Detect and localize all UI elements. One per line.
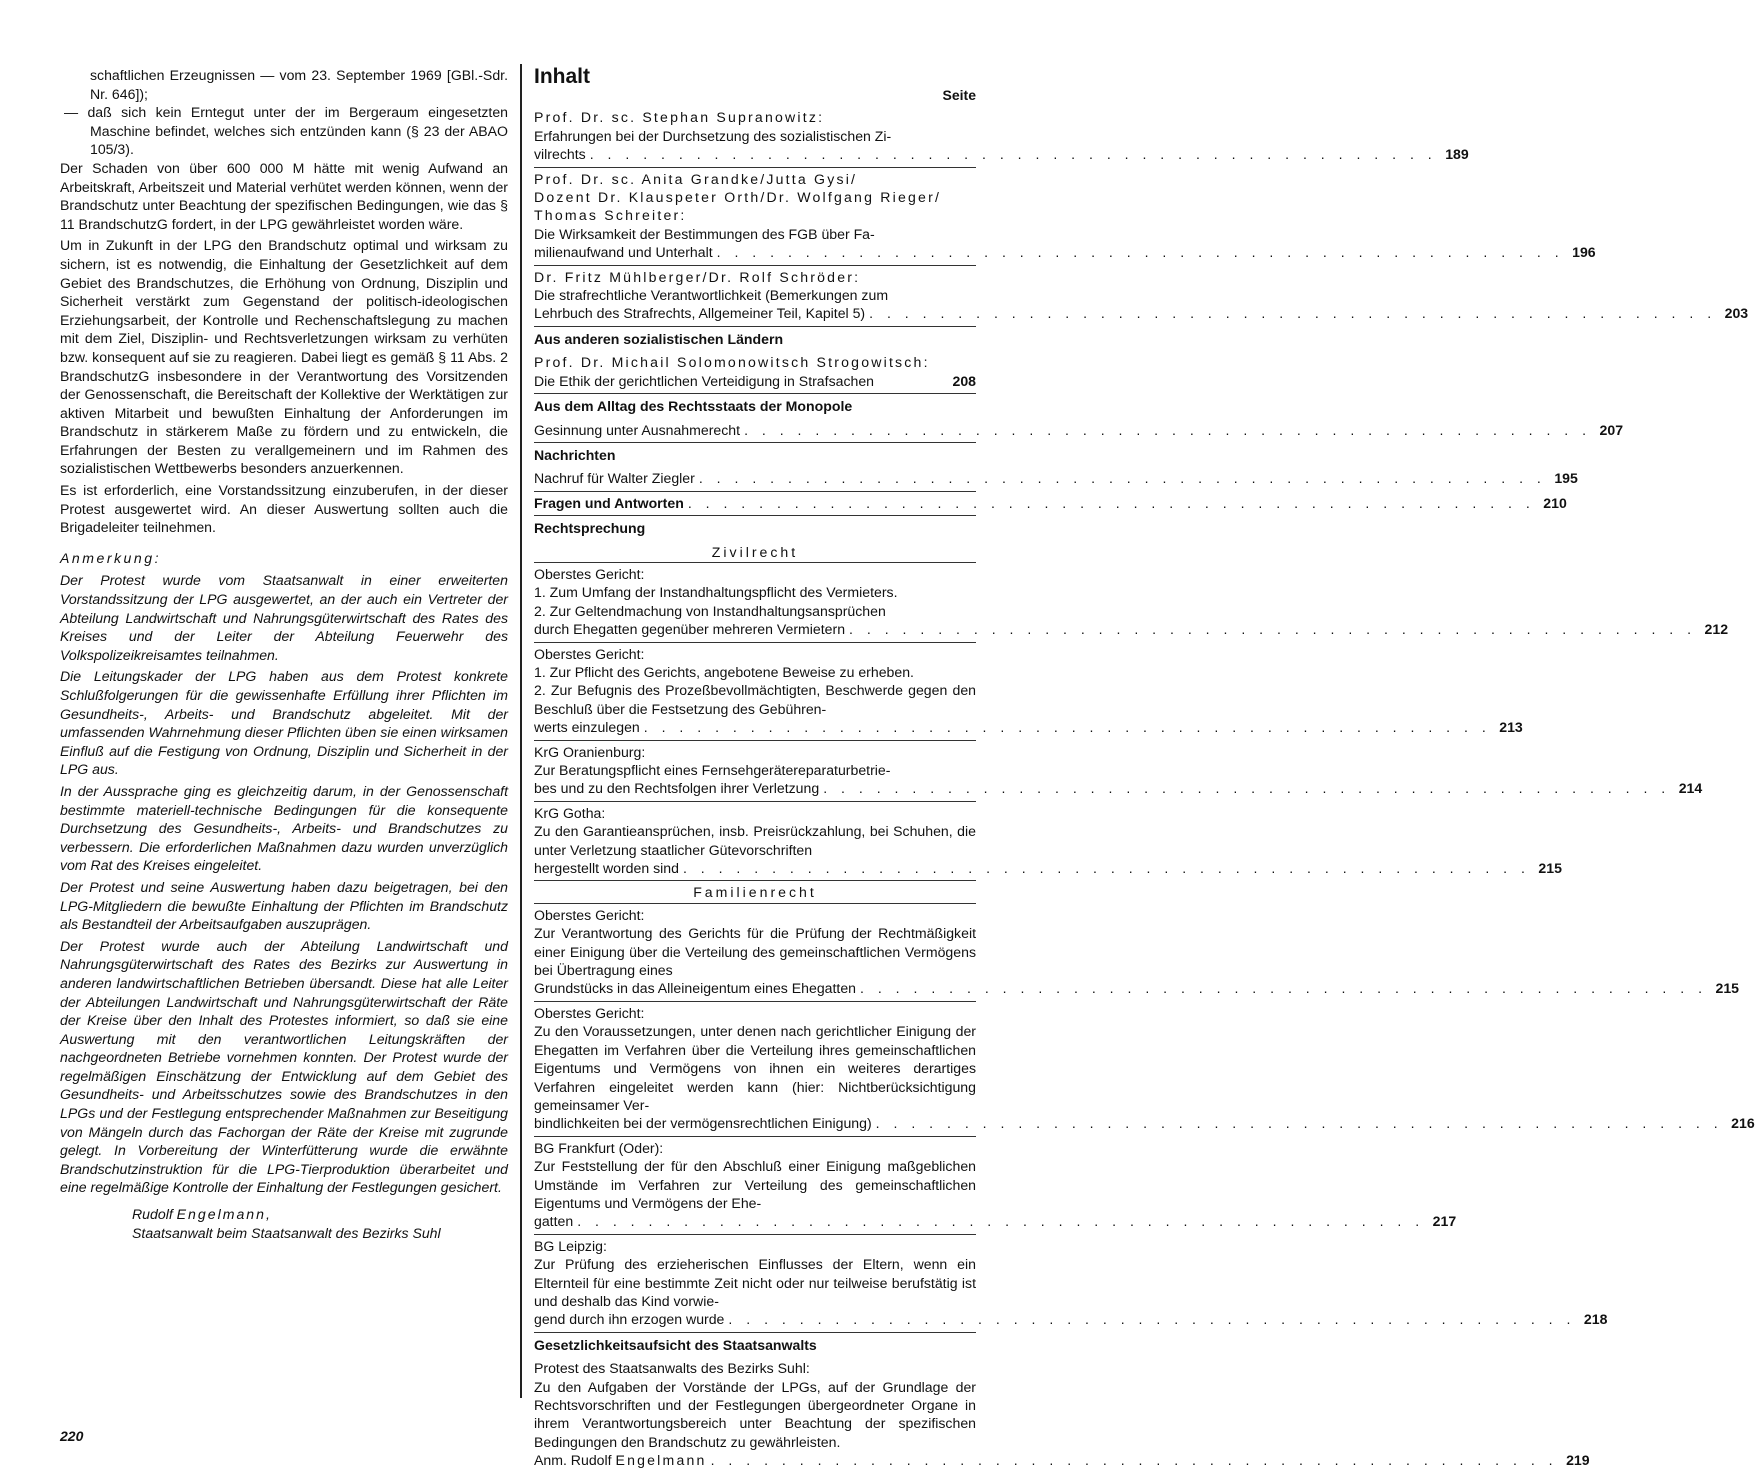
- toc-page: 208: [952, 372, 976, 389]
- toc-text: Grundstücks in das Alleineigentum eines Ehegatten: [534, 980, 857, 997]
- toc-court: Oberstes Gericht:: [534, 906, 645, 923]
- toc-text: Zu den Voraussetzungen, unter denen nach gerichtlicher Einigung der Ehegatten im Verfahren über die Verteilung ihres gemeinschaftlichen Eigentums und Vermögens von ihnen ein weiteres derartiges Verfahren eingeleitet werden kann (hier: Nichtberücksichtigung gemeinsamer Ver-: [534, 1023, 976, 1113]
- toc-page: 213: [1499, 719, 1523, 736]
- toc-entry: [534, 1002, 1755, 1137]
- toc-entry: [534, 351, 976, 394]
- toc-author: Prof. Dr. Michail Solomonowitsch Strogowitsch:: [534, 354, 930, 371]
- toc-last-line: [534, 304, 1749, 322]
- toc-text: Protest des Staatsanwalts des Bezirks Suhl:: [534, 1360, 810, 1377]
- leader-dots: . . . . . . . . . . . . . . . . . . . . . . . . . . . . . . . . . . . . . . . . . . . . . . . .: [710, 1452, 1558, 1469]
- toc-page: 203: [1724, 305, 1749, 322]
- toc-text: Zur Verantwortung des Gerichts für die Prüfung der Rechtmäßigkeit einer Einigung über die Verteilung des gemeinschaftlichen Vermögens bei Übertragung eines: [534, 925, 976, 979]
- toc-text: 1. Zur Pflicht des Gerichts, angebotene Beweise zu erheben.: [534, 663, 914, 680]
- toc-text: gend durch ihn erzogen wurde: [534, 1311, 725, 1328]
- toc-entry: [534, 106, 1469, 167]
- toc-text: gatten: [534, 1213, 574, 1230]
- toc-text: milienaufwand und Unterhalt: [534, 244, 713, 261]
- toc-page: 215: [1715, 980, 1740, 997]
- toc-entry: [534, 1357, 1590, 1472]
- toc-court: Oberstes Gericht:: [534, 1004, 645, 1021]
- toc-title: Inhalt: [534, 65, 590, 88]
- leader-dots: . . . . . . . . . . . . . . . . . . . . . . . . . . . . . . . . . . . . . . . . . . . . . . . .: [698, 470, 1546, 487]
- toc-entry: [534, 168, 1596, 266]
- column-divider: [520, 64, 522, 1398]
- signature-last-name: Engelmann,: [176, 1206, 272, 1223]
- toc-page: 215: [1538, 860, 1562, 877]
- toc-text: Anm. Rudolf: [534, 1452, 616, 1469]
- toc-last-line: [534, 620, 1729, 638]
- toc-last-line: [534, 1114, 1755, 1132]
- toc-section-heading: Nachrichten: [534, 446, 616, 463]
- toc-court: Oberstes Gericht:: [534, 565, 645, 582]
- toc-last-line: [534, 494, 1567, 512]
- toc-entry: [534, 1235, 1608, 1333]
- toc-section-heading: Rechtsprechung: [534, 520, 646, 537]
- toc-entry: [534, 643, 1523, 741]
- toc-text: Zu den Garantieansprüchen, insb. Preisrückzahlung, bei Schuhen, die unter Verletzung staatlicher Gütevorschriften: [534, 823, 976, 858]
- signature-title: Staatsanwalt beim Staatsanwalt des Bezirks Suhl: [132, 1224, 441, 1241]
- toc-last-line: [534, 718, 1523, 736]
- toc-text: Die Wirksamkeit der Bestimmungen des FGB über Fa-: [534, 225, 875, 242]
- note-paragraph: Der Protest wurde auch der Abteilung Landwirtschaft und Nahrungsgüterwirtschaft des Rates des Bezirks zur Auswertung in anderen landwirtschaftlichen Betrieben übersandt. Diese hat alle Leiter der Abteilungen Landwirtschaft und Nahrungsgüterwirtschaft der Räte der Kreise über den Inhalt des Protestes informiert, so daß sie eine Auswertung mit den verantwortlichen Leitungskräften der nachgeordneten Betriebe vornehmen konnten. Der Protest wurde der regelmäßigen Einschätzung der Entwicklung auf dem Gebiet des Gesundheits- und Arbeitsschutzes sowie des Brandschutzes in den LPGs und der Festlegung entsprechender Maßnahmen zur Beseitigung von Mängeln durch das Fachorgan der Räte der Kreise mit zugrunde gelegt. In Vorbereitung der Winterfütterung wurde die erwähnte Brandschutzinstruktion für die LPG-Tierproduktion überarbeitet und eine regelmäßige Kontrolle der Einhaltung der Festlegungen gesichert.: [60, 937, 508, 1196]
- toc-page: 212: [1704, 621, 1729, 638]
- toc-text: 1. Zum Umfang der Instandhaltungspflicht des Vermieters.: [534, 584, 898, 601]
- toc-subsection-heading: Familienrecht: [534, 881, 976, 903]
- toc-court: BG Frankfurt (Oder):: [534, 1139, 664, 1156]
- toc-author: Thomas Schreiter:: [534, 207, 687, 224]
- toc-court: KrG Gotha:: [534, 804, 606, 821]
- toc-last-line: [534, 1310, 1608, 1328]
- toc-text: Die strafrechtliche Verantwortlichkeit (Bemerkungen zum: [534, 287, 889, 304]
- toc-last-line: [534, 372, 976, 390]
- note-paragraph: In der Aussprache ging es gleichzeitig darum, in der Genossenschaft bestimmte materiell-technische Bedingungen für die konsequente Durchsetzung des Gesundheits-, Arbeits- und Brandschutzes zu verbessern. Die erforderlichen Maßnahmen dazu wurden unverzüglich vom Rat des Kreises eingeleitet.: [60, 782, 508, 874]
- toc-last-line: [534, 779, 1703, 797]
- toc-court: BG Leipzig:: [534, 1237, 607, 1254]
- toc-section-heading: Fragen und Antworten: [534, 494, 684, 511]
- toc-page: 214: [1678, 780, 1703, 797]
- toc-entry: [534, 492, 1567, 516]
- toc-last-line: [534, 1451, 1590, 1469]
- toc-last-line: [534, 421, 1624, 439]
- toc-entry: [534, 266, 1749, 327]
- toc-entry: [534, 802, 1562, 882]
- toc-text: bindlichkeiten bei der vermögensrechtlichen Einigung): [534, 1115, 872, 1132]
- toc-text: Die Ethik der gerichtlichen Verteidigung in Strafsachen: [534, 372, 875, 389]
- toc-page: 210: [1543, 494, 1567, 511]
- toc-court: KrG Oranienburg:: [534, 743, 646, 760]
- toc-page: 216: [1731, 1115, 1755, 1132]
- leader-dots: . . . . . . . . . . . . . . . . . . . . . . . . . . . . . . . . . . . . . . . . . . . . . . . .: [849, 621, 1697, 638]
- toc-last-line: [534, 243, 1596, 261]
- note-paragraph: Der Protest und seine Auswertung haben dazu beigetragen, bei den LPG-Mitgliedern die bewußte Einhaltung der Pflichten im Brandschutz als Bestandteil der Arbeitsaufgaben auszuprägen.: [60, 878, 508, 933]
- toc-subsection-heading: Zivilrecht: [534, 541, 976, 563]
- toc-text: Erfahrungen bei der Durchsetzung des sozialistischen Zi-: [534, 127, 892, 144]
- toc-text: durch Ehegatten gegenüber mehreren Vermietern: [534, 621, 846, 638]
- toc-last-line: [534, 145, 1469, 163]
- toc-text: Zur Beratungspflicht eines Fernsehgerätereparaturbetrie-: [534, 762, 891, 778]
- toc-entry: [534, 904, 1740, 1002]
- leader-dots: . . . . . . . . . . . . . . . . . . . . . . . . . . . . . . . . . . . . . . . . . . . . . . . .: [643, 719, 1491, 736]
- note-paragraph: Der Protest wurde vom Staatsanwalt in einer erweiterten Vorstandssitzung der LPG ausgewertet, an der auch ein Vertreter der Abteilung Landwirtschaft und Nahrungsgüterwirtschaft des Rates des Kreises und der Leiter der Abteilung Feuerwehr des Volkspolizeikreisamtes teilnahmen.: [60, 572, 508, 663]
- toc-text: 2. Zur Geltendmachung von Instandhaltungsansprüchen: [534, 602, 886, 619]
- page-column-label: Seite: [942, 87, 976, 103]
- toc-page: 196: [1572, 244, 1596, 261]
- leader-dots: . . . . . . . . . . . . . . . . . . . . . . . . . . . . . . . . . . . . . . . . . . . . . . . .: [860, 980, 1708, 997]
- toc-text: vilrechts: [534, 146, 586, 163]
- toc-author: Engelmann: [615, 1452, 707, 1469]
- toc-author: Prof. Dr. sc. Anita Grandke/Jutta Gysi/: [534, 170, 858, 187]
- leader-dots: . . . . . . . . . . . . . . . . . . . . . . . . . . . . . . . . . . . . . . . . . . . . . . . .: [869, 305, 1717, 322]
- toc-last-line: [534, 979, 1740, 997]
- signature-first-name: Rudolf: [132, 1206, 177, 1223]
- toc-entry: [534, 419, 1624, 443]
- leader-dots: . . . . . . . . . . . . . . . . . . . . . . . . . . . . . . . . . . . . . . . . . . . . . . . .: [728, 1311, 1576, 1328]
- note-paragraph: Die Leitungskader der LPG haben aus dem Protest konkrete Schlußfolgerungen für die gewissenhafte Erfüllung ihrer Pflichten im Gesundheits-, Arbeits- und Brandschutz abgeleitet. Mit der umfassenden Wahrnehmung dieser Pflichten üben sie einen wirksamen Einfluß auf die Festigung von Ordnung, Disziplin und Sicherheit in der LPG aus.: [60, 668, 508, 778]
- toc-author: Dr. Fritz Mühlberger/Dr. Rolf Schröder:: [534, 268, 861, 285]
- page-number: 220: [60, 1428, 84, 1444]
- toc-author: Prof. Dr. sc. Stephan Supranowitz:: [534, 109, 825, 126]
- toc-page: 189: [1445, 146, 1469, 163]
- toc-text: werts einzulegen: [534, 719, 640, 736]
- toc-text: hergestellt worden sind: [534, 860, 679, 877]
- anmerkung-heading: Anmerkung:: [60, 549, 161, 566]
- signature-name: [60, 1205, 508, 1224]
- table-of-contents: [534, 64, 1755, 1473]
- body-paragraph: Es ist erforderlich, eine Vorstandssitzung einzuberufen, in der dieser Protest ausgewertet wird. An dieser Auswertung sollten auch die Brigadeleiter teilnehmen.: [60, 482, 508, 536]
- toc-text: Zur Prüfung des erzieherischen Einflusses der Eltern, wenn ein Elternteil für eine bestimmte Zeit nicht oder nur teilweise berufstätig ist und deshalb das Kind vorwie-: [534, 1256, 976, 1309]
- toc-author: Dozent Dr. Klauspeter Orth/Dr. Wolfgang Rieger/: [534, 189, 942, 206]
- leader-dots: . . . . . . . . . . . . . . . . . . . . . . . . . . . . . . . . . . . . . . . . . . . . . . . .: [589, 146, 1437, 163]
- toc-text: Lehrbuch des Strafrechts, Allgemeiner Teil, Kapitel 5): [534, 305, 866, 322]
- toc-section-heading: Aus anderen sozialistischen Ländern: [534, 330, 784, 347]
- toc-entry: [534, 741, 1703, 802]
- toc-text: Gesinnung unter Ausnahmerecht: [534, 421, 741, 438]
- toc-page: 207: [1599, 421, 1624, 438]
- toc-text: bes und zu den Rechtsfolgen ihrer Verletzung: [534, 780, 820, 797]
- toc-text: [534, 1451, 707, 1469]
- toc-text: Zu den Aufgaben der Vorstände der LPGs, auf der Grundlage der Rechtsvorschriften und der Festlegungen übergeordneter Organe in ihrem Verantwortungsbereich unter Beachtung der spezifischen Bedingungen den Brandschutz zu gewährleisten.: [534, 1378, 976, 1450]
- toc-page: 195: [1554, 470, 1578, 487]
- toc-text: Nachruf für Walter Ziegler: [534, 470, 695, 487]
- toc-entry: [534, 1137, 1457, 1235]
- body-paragraph: Um in Zukunft in der LPG den Brandschutz optimal und wirksam zu sichern, ist es notwendig, die Einhaltung der Gesetzlichkeit auf dem Gebiet des Brandschutzes, die Erhöhung von Ordnung, Disziplin und Sicherheit verstärkt zum Gegenstand der politisch-ideologischen Erziehungsarbeit, der Kontrolle und Rechenschaftslegung zu machen mit dem Ziel, Disziplin- und Rechtsverletzungen wirksam zu verhüten bzw. konsequent auf sie zu reagieren. Dabei liegt es gemäß § 11 Abs. 2 BrandschutzG insbesondere in der Verantwortung des Vorsitzenden der Genossenschaft, die Bereitschaft der Kollektive der Werktätigen zur aktiven Mitarbeit und bewußten Einhaltung der Anforderungen im Brandschutz in stärkerem Maße zu fördern und zu entwickeln, die Erfahrungen der Besten zu verallgemeinern und im Rahmen des sozialistischen Wettbewerbs besonders anzuerkennen.: [60, 237, 508, 477]
- toc-page: 219: [1566, 1452, 1590, 1469]
- leader-dots: . . . . . . . . . . . . . . . . . . . . . . . . . . . . . . . . . . . . . . . . . . . . . . . .: [823, 780, 1671, 797]
- leader-dots: . . . . . . . . . . . . . . . . . . . . . . . . . . . . . . . . . . . . . . . . . . . . . . . .: [716, 244, 1564, 261]
- toc-entry: [534, 467, 1578, 491]
- toc-entry: [534, 563, 1729, 643]
- toc-page: 218: [1583, 1311, 1608, 1328]
- toc-last-line: [534, 859, 1562, 877]
- leader-dots: . . . . . . . . . . . . . . . . . . . . . . . . . . . . . . . . . . . . . . . . . . . . . . . .: [744, 421, 1592, 438]
- toc-section-heading: Aus dem Alltag des Rechtsstaats der Monopole: [534, 398, 853, 415]
- toc-page: 217: [1432, 1213, 1457, 1230]
- leader-dots: . . . . . . . . . . . . . . . . . . . . . . . . . . . . . . . . . . . . . . . . . . . . . . . .: [687, 494, 1535, 511]
- toc-last-line: [534, 469, 1578, 487]
- toc-last-line: [534, 1212, 1457, 1230]
- toc-court: Oberstes Gericht:: [534, 645, 645, 662]
- continued-list-text: schaftlichen Erzeugnissen — vom 23. September 1969 [GBl.-Sdr. Nr. 646]);: [90, 67, 508, 102]
- left-column: [60, 66, 508, 1242]
- leader-dots: . . . . . . . . . . . . . . . . . . . . . . . . . . . . . . . . . . . . . . . . . . . . . . . .: [682, 860, 1530, 877]
- dash-list-item: — daß sich kein Erntegut unter der im Bergeraum eingesetzten Maschine befindet, welches sich entzünden kann (§ 23 der ABAO 105/3).: [64, 104, 508, 158]
- leader-dots: . . . . . . . . . . . . . . . . . . . . . . . . . . . . . . . . . . . . . . . . . . . . . . . .: [577, 1213, 1425, 1230]
- leader-dots: . . . . . . . . . . . . . . . . . . . . . . . . . . . . . . . . . . . . . . . . . . . . . . . .: [875, 1115, 1723, 1132]
- body-paragraph: Der Schaden von über 600 000 M hätte mit wenig Aufwand an Arbeitskraft, Arbeitszeit und Material verhütet werden können, wenn der Brandschutz unter Beachtung der spezifischen Bedingungen, wie das § 11 BrandschutzG fordert, in der LPG gewährleistet worden wäre.: [60, 159, 508, 232]
- toc-section-heading: Gesetzlichkeitsaufsicht des Staatsanwalts: [534, 1336, 817, 1353]
- toc-text: Zur Feststellung der für den Abschluß einer Einigung maßgeblichen Umstände im Verfahren zur Verteilung des gemeinschaftlichen Eigentums und Vermögens der Ehe-: [534, 1158, 976, 1211]
- toc-text: 2. Zur Befugnis des Prozeßbevollmächtigten, Beschwerde gegen den Beschluß über die Festsetzung des Gebühren-: [534, 682, 976, 717]
